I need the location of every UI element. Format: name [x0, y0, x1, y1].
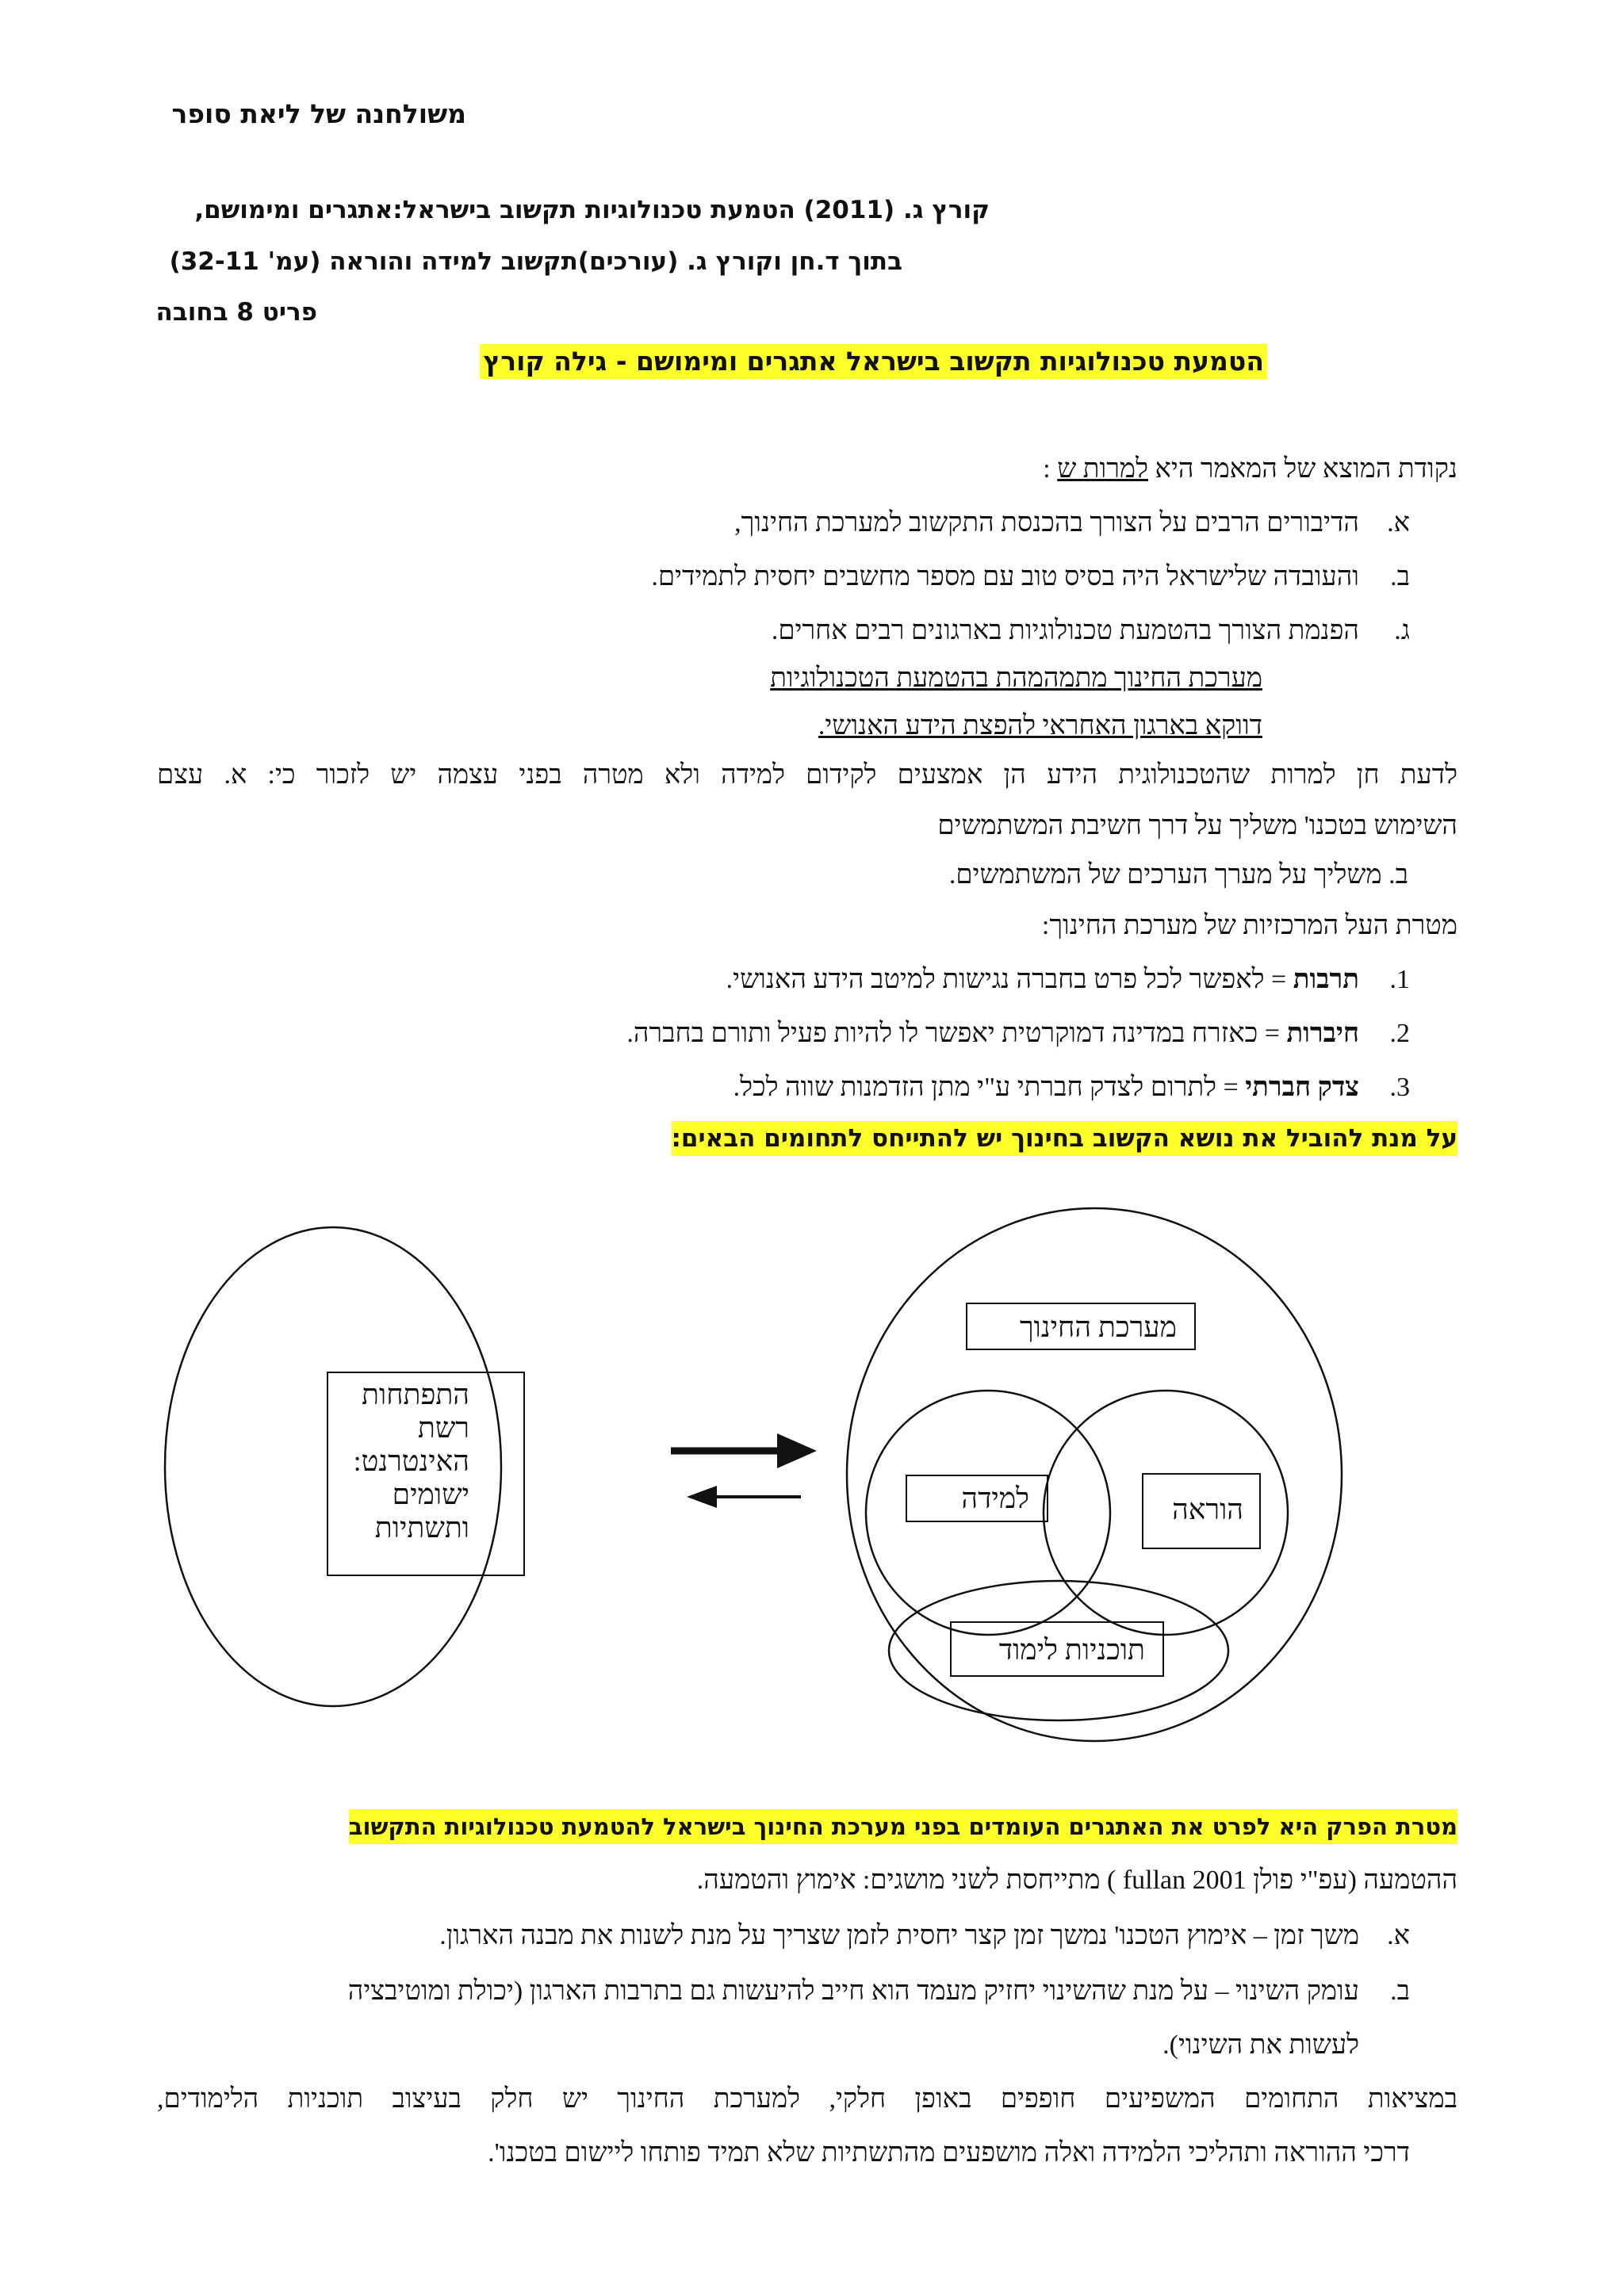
closing-line-1: במציאות התחומים המשפיעים חופפים באופן חלקי, למערכת החינוך יש חלק בעיצוב תוכניות הלימודים, [157, 2084, 1457, 2114]
arrow-left-head [687, 1486, 717, 1508]
list-marker: א. [1387, 1921, 1410, 1950]
underlined-line-2: דווקא בארגון האחראי להפצת הידע האנושי. [818, 711, 1262, 740]
internet-box [327, 1372, 525, 1576]
citation-line-1: קורץ ג. (2011) הטמעת טכנולוגיות תקשוב בישראל:אתגרים ומימושם, [194, 196, 990, 224]
list-item-text: הדיבורים הרבים על הצורך בהכנסת התקשוב למערכת החינוך, [734, 508, 1359, 538]
list-item-text: עומק השינוי – על מנת שהשינוי יחזיק מעמד הוא חייב להיעשות גם בתרבות הארגון (יכולת ומוטיבציה [347, 1976, 1359, 2006]
list-item-text: הפנמת הצורך בהטמעת טכנולוגיות בארגונים רבים אחרים. [771, 616, 1359, 645]
chen-paragraph-b: ב. משליך על מערך הערכים של המשתמשים. [948, 860, 1408, 890]
internet-box-line: ישומים [392, 1479, 469, 1510]
assimilation-line: ההטמעה (עפ"י פולן fullan 2001 ) מתייחסת לשני מושגים: אימוץ והטמעה. [696, 1866, 1457, 1895]
learning-box: למידה [906, 1475, 1048, 1522]
closing-line-2: דרכי ההוראה ותהליכי הלמידה ואלה מושפעים מהתשתיות שלא תמיד פותחו ליישום בטכנו'. [488, 2138, 1410, 2168]
citation-line-2: בתוך ד.חן וקורץ ג. (עורכים)תקשוב למידה והוראה (עמ' 32-11) [169, 247, 902, 276]
internet-box-line: האינטרנט: [353, 1445, 469, 1477]
author-line: משולחנה של ליאת סופר [171, 98, 466, 129]
curricula-box: תוכניות לימוד [950, 1621, 1164, 1677]
list-item-text: משך זמן – אימוץ הטכנו' נמשך זמן קצר יחסית לזמן שצריך על מנת לשנות את מבנה הארגון. [439, 1921, 1359, 1950]
goal-marker: 1. [1389, 965, 1410, 994]
list-item [439, 1919, 1410, 1954]
internet-box-line: רשת [417, 1412, 469, 1444]
goal-term: חיברות [1286, 1019, 1359, 1048]
highlight-line-chapter-goal: מטרת הפרק היא לפרט את האתגרים העומדים בפני מערכת החינוך בישראל להטמעת טכנולוגיות התקשוב [349, 1809, 1457, 1844]
internet-box-line: התפתחות [362, 1379, 469, 1410]
arrow-right-head [777, 1433, 817, 1468]
list-marker: א. [1387, 508, 1410, 538]
highlight-line-domains: על מנת להוביל את נושא הקשוב בחינוך יש להתייחס לתחומים הבאים: [672, 1121, 1457, 1156]
intro-end: : [1043, 454, 1051, 484]
underlined-line-1: מערכת החינוך מתמהמהת בהטמעת הטכנולוגיות [770, 664, 1262, 693]
goal-text: = לתרום לצדק חברתי ע"י מתן הזדמנות שווה לכל. [733, 1073, 1246, 1102]
list-marker: ג. [1394, 616, 1410, 645]
intro-underlined: למרות ש [1057, 454, 1148, 484]
citation-line-3: פריט 8 בחובה [155, 298, 317, 327]
goal-term: תרבות [1293, 965, 1359, 994]
internet-box-line: ותשתיות [374, 1512, 469, 1544]
goal-text: = כאזרח במדינה דמוקרטית יאפשר לו להיות פעיל ותורם בחברה. [626, 1019, 1287, 1048]
list-item [348, 1974, 1410, 2009]
goal-text: = לאפשר לכל פרט בחברה נגישות למיטב הידע האנושי. [726, 965, 1293, 994]
chen-paragraph-line-2: השימוש בטכנו' משליך על דרך חשיבת המשתמשים [937, 811, 1457, 840]
list-item-text: והעובדה שלישראל היה בסיס טוב עם מספר מחשבים יחסית לתמידים. [651, 562, 1359, 591]
teaching-box: הוראה [1142, 1473, 1261, 1549]
page-title: הטמעת טכנולוגיות תקשוב בישראל אתגרים ומימושם - גילה קורץ [480, 344, 1267, 379]
list-marker: ב. [1390, 562, 1410, 591]
education-system-box: מערכת החינוך [966, 1303, 1196, 1350]
goal-marker: 3. [1389, 1073, 1410, 1102]
chen-paragraph-line-1: לדעת חן למרות שהטכנולוגית הידע הן אמצעים לקידום למידה ולא מטרה בפני עצמה יש לזכור כי: א. עצם [157, 760, 1457, 790]
list-item-continuation: לעשות את השינוי). [1162, 2030, 1359, 2060]
goal-marker: 2. [1389, 1019, 1410, 1048]
intro-text: נקודת המוצא של המאמר היא [1148, 454, 1457, 484]
list-marker: ב. [1390, 1976, 1410, 2006]
goal-term: צדק חברתי [1245, 1073, 1359, 1102]
goal-intro: מטרת העל המרכזיות של מערכת החינוך: [1041, 911, 1457, 940]
